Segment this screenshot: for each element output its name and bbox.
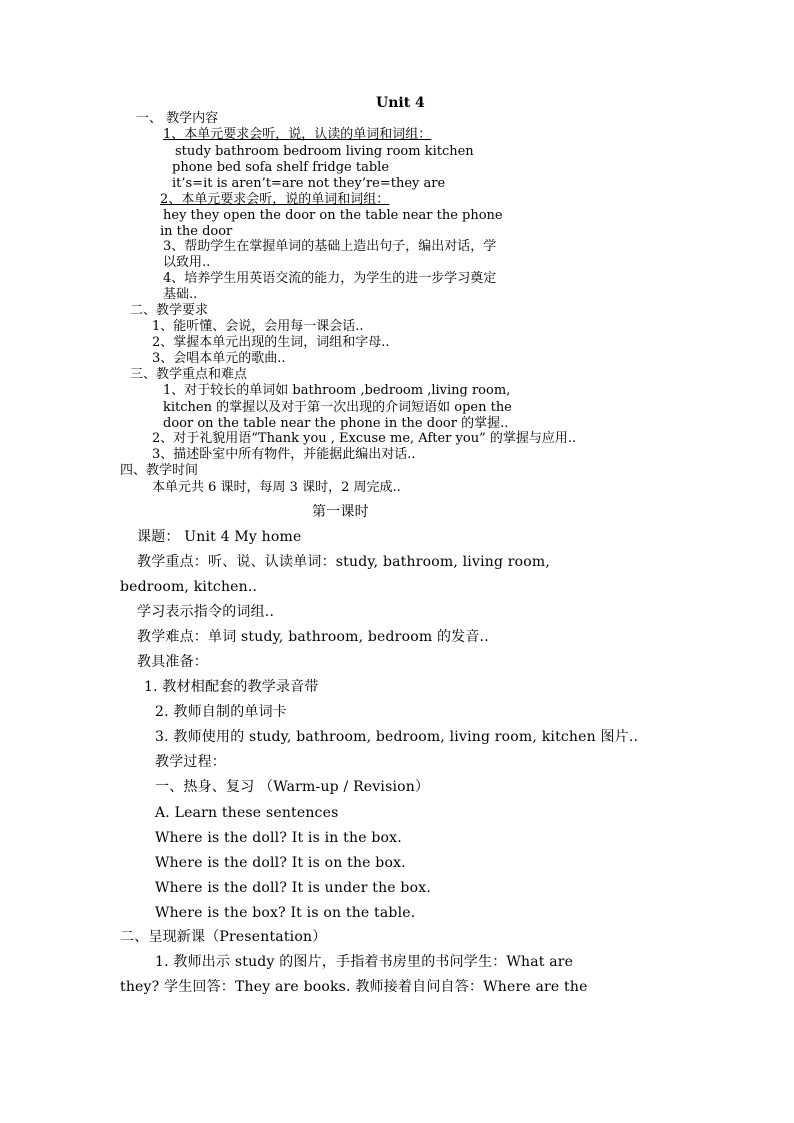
lesson-difficulties: 教学难点：单词 study, bathroom, bedroom 的发音.. xyxy=(137,629,489,645)
presentation-step-1-cont: they? 学生回答：They are books. 教师接着自问自答：Where are the xyxy=(120,979,588,995)
section-3-item-2: 2、对于礼貌用语“Thank you , Excuse me, After you” 的掌握与应用.. xyxy=(152,431,577,446)
section-3-item-1-line-3: door on the table near the phone in the door 的掌握.. xyxy=(163,416,509,431)
lesson-heading: 第一课时 xyxy=(312,504,369,520)
lesson-key-points-extra: 学习表示指令的词组.. xyxy=(137,604,275,620)
section-1-item-1: 1、本单元要求会听，说，认读的单词和词组： xyxy=(163,127,432,142)
section-1-item-3: 3、帮助学生在掌握单词的基础上造出句子，编出对话，学 xyxy=(163,239,497,254)
section-1-item-2: 2、本单元要求会听，说的单词和词组： xyxy=(160,192,390,207)
phrase-list-1: hey they open the door on the table near the phone xyxy=(163,208,503,223)
sentence-2: Where is the doll? It is on the box. xyxy=(155,855,406,871)
section-4-text: 本单元共 6 课时，每周 3 课时，2 周完成.. xyxy=(152,480,401,495)
phrase-list-2: in the door xyxy=(160,224,233,239)
section-3-item-1: 1、对于较长的单词如 bathroom ,bedroom ,living room, xyxy=(163,383,511,398)
word-list-1: study bathroom bedroom living room kitchen xyxy=(175,144,474,159)
section-3-item-3: 3、描述卧室中所有物件，并能据此编出对话.. xyxy=(152,447,416,462)
sentence-1: Where is the doll? It is in the box. xyxy=(155,830,402,846)
sentence-3: Where is the doll? It is under the box. xyxy=(155,880,431,896)
lesson-prep-heading: 教具准备： xyxy=(137,654,208,670)
learn-sentences: A. Learn these sentences xyxy=(155,805,339,821)
section-1-item-3-cont: 以致用.. xyxy=(163,255,211,270)
presentation-step-1: 1. 教师出示 study 的图片，手指着书房里的书问学生：What are xyxy=(155,954,574,970)
section-4-heading: 四、教学时间 xyxy=(120,463,199,478)
word-list-2: phone bed sofa shelf fridge table xyxy=(172,160,390,175)
sentence-4: Where is the box? It is on the table. xyxy=(155,905,416,921)
lesson-key-points-cont: bedroom, kitchen.. xyxy=(120,579,258,595)
section-2-heading: 二、教学要求 xyxy=(130,303,209,318)
section-3-heading: 三、教学重点和难点 xyxy=(130,367,248,382)
section-2-item-3: 3、会唱本单元的歌曲.. xyxy=(152,351,286,366)
unit-title: Unit 4 xyxy=(376,95,425,111)
lesson-key-points: 教学重点：听、说、认读单词：study, bathroom, living room, xyxy=(137,554,551,570)
section-1-item-4-cont: 基础.. xyxy=(163,287,198,302)
section-1-item-4: 4、培养学生用英语交流的能力，为学生的进一步学习奠定 xyxy=(163,271,497,286)
lesson-prep-1: 1. 教材相配套的教学录音带 xyxy=(144,679,319,695)
warm-up-heading: 一、热身、复习 （Warm-up / Revision） xyxy=(155,779,430,795)
lesson-prep-2: 2. 教师自制的单词卡 xyxy=(155,704,288,720)
presentation-heading: 二、呈现新课（Presentation） xyxy=(120,929,327,945)
lesson-prep-3: 3. 教师使用的 study, bathroom, bedroom, living room, kitchen 图片.. xyxy=(155,729,639,745)
word-list-3: it’s=it is aren’t=are not they’re=they are xyxy=(172,176,446,191)
section-3-item-1-line-2: kitchen 的掌握以及对于第一次出现的介词短语如 open the xyxy=(163,400,512,415)
lesson-topic: 课题： Unit 4 My home xyxy=(137,529,302,545)
section-2-item-2: 2、掌握本单元出现的生词，词组和字母.. xyxy=(152,335,390,350)
section-2-item-1: 1、能听懂、会说，会用每一课会话.. xyxy=(152,319,364,334)
section-1-heading: 一、 教学内容 xyxy=(136,111,219,126)
lesson-process-heading: 教学过程： xyxy=(155,754,226,770)
